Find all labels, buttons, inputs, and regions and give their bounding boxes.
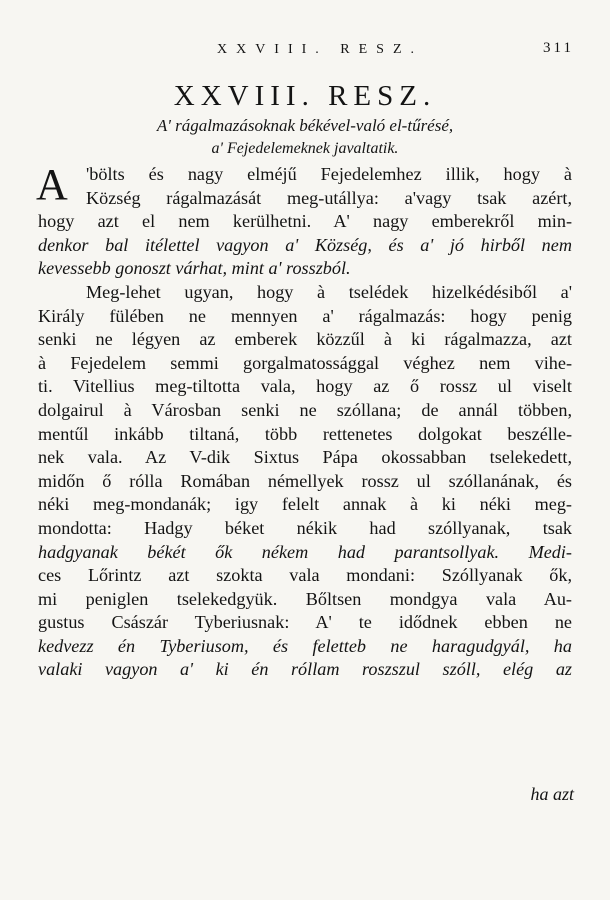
text-line: midőn ő rólla Romában némellyek rossz ul szóllanának, és [38,470,572,491]
text-line: mi peniglen tselekedgyük. Bőltsen mondgya vala Au- [38,588,572,609]
text-line: senki ne légyen az emberek közzűl à ki rágalmazza, azt [38,329,572,350]
text-line: kevessebb gonoszt várhat, mint a' rosszból. [38,258,351,279]
text-line: hadgyanak békét ők nékem had parantsollyak. Medi- [38,541,572,562]
chapter-title: XXVIII. RESZ. [173,80,437,112]
running-head: XXVIII. RESZ. [216,42,424,57]
text-line: dolgairul à Városban senki ne szóllana; de annál többen, [38,399,572,420]
text-line: gustus Császár Tyberiusnak: A' te idődnek ebben ne [38,612,572,633]
catchword: ha azt [530,784,574,804]
chapter-subtitle-line-1: A' rágalmazásoknak békével-való el-tűrésé, [156,116,454,135]
text-line: ti. Vitellius meg-tiltotta vala, hogy az ő rossz ul viselt [38,376,572,397]
chapter-subtitle-line-2: a' Fejedelemeknek javaltatik. [211,140,399,157]
text-line: denkor bal itélettel vagyon a' Község, és a' jó hirből nem [38,234,572,255]
page-number: 311 [543,40,574,56]
text-line: ces Lőrintz azt szokta vala mondani: Szóllyanak ők, [38,565,572,586]
text-line: nek vala. Az V-dik Sixtus Pápa okossabban tselekedett, [38,447,572,468]
text-line: valaki vagyon a' ki én róllam roszszul szóll, elég az [38,659,572,680]
text-line: kedvezz én Tyberiusom, és feletteb ne haragudgyál, ha [38,635,572,656]
text-line: hogy azt el nem kerülhetni. A' nagy emberekről min- [38,211,572,232]
text-line: à Fejedelem semmi gorgalmatossággal véghez nem vihe- [38,352,572,373]
text-line: néki meg-mondanák; igy felelt annak à ki néki meg- [38,494,572,515]
text-line: mentűl inkább tiltaná, több rettenetes dolgokat beszélle- [38,423,572,444]
body-text [36,160,572,682]
text-line: Község rágalmazását meg-utállya: a'vagy tsak azért, [86,187,572,208]
text-line: mondotta: Hadgy béket nékik had szóllyanak, tsak [38,517,572,538]
text-line: Meg-lehet ugyan, hogy à tselédek hizelkédésiből a' [86,281,572,302]
drop-cap: A [36,160,68,209]
text-line: Király fülében ne mennyen a' rágalmazás: hogy penig [38,305,572,326]
text-line-content: 'bölts és nagy elméjű Fejedelemhez illik, hogy à [86,164,572,184]
